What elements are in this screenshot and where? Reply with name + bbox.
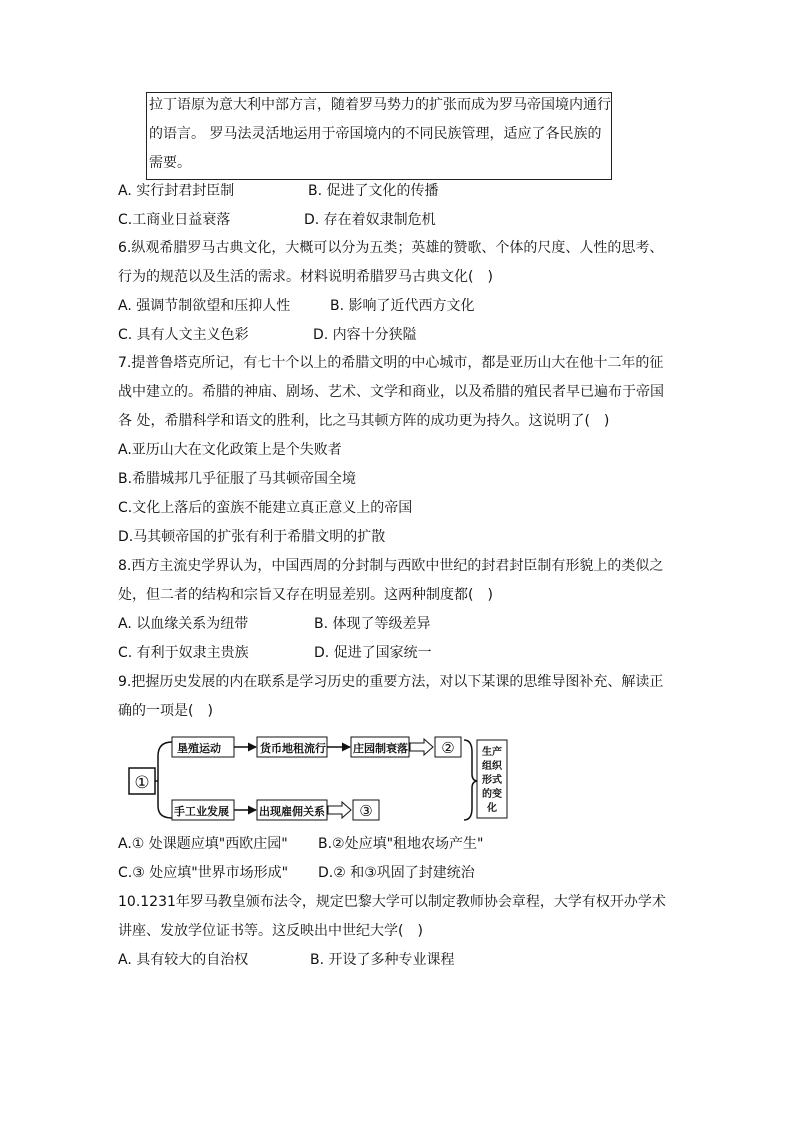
box-wage-labor-label: 出现雇佣关系 [259, 805, 325, 818]
box-handicraft-label: 手工业发展 [174, 805, 229, 818]
center-label: ① [134, 773, 150, 793]
q9-stem: 确的一项是( ) [118, 703, 213, 719]
q9-stem: 9.把握历史发展的内在联系是学习历史的重要方法，对以下某课的思维导图补充、解读正 [118, 674, 664, 690]
q6-option-b[interactable]: B. 影响了近代西方文化 [330, 298, 475, 314]
q5-option-c[interactable]: C.工商业日益衰落 [118, 212, 231, 228]
q7-option-d[interactable]: D.马其顿帝国的扩张有利于希腊文明的扩散 [118, 529, 386, 545]
q9-option-b[interactable]: B.②处应填"租地农场产生" [318, 836, 484, 852]
q9-option-c[interactable]: C.③ 处应填"世界市场形成" [118, 865, 289, 881]
right-brace [464, 740, 478, 820]
box-money-rent-label: 货币地租流行 [260, 742, 326, 755]
summary-line: 形式 [482, 775, 502, 786]
q8-option-a[interactable]: A. 以血缘关系为纽带 [118, 616, 249, 632]
q7-option-a[interactable]: A.亚历山大在文化政策上是个失败者 [118, 442, 342, 458]
material-line: 拉丁语原为意大利中部方言，随着罗马势力的扩张而成为罗马帝国境内通行 [149, 97, 611, 113]
box-manor-decline-label: 庄园制衰落 [353, 742, 408, 755]
material-line: 的语言。 罗马法灵活地运用于帝国境内的不同民族管理，适应了各民族的 [149, 126, 602, 142]
q8-option-b[interactable]: B. 体现了等级差异 [314, 616, 431, 632]
q6-stem: 行为的规范以及生活的需求。材料说明希腊罗马古典文化( ) [118, 269, 493, 285]
q6-option-a[interactable]: A. 强调节制欲望和压抑人性 [118, 298, 291, 314]
q5-option-b[interactable]: B. 促进了文化的传播 [308, 183, 439, 199]
q5-option-d[interactable]: D. 存在着奴隶制危机 [304, 212, 436, 228]
summary-line: 化 [487, 803, 497, 814]
summary-line: 生产 [482, 747, 502, 758]
q10-option-b[interactable]: B. 开设了多种专业课程 [310, 952, 455, 968]
q10-option-a[interactable]: A. 具有较大的自治权 [118, 952, 249, 968]
material-line: 需要。 [149, 155, 191, 171]
q9-option-d[interactable]: D.② 和③巩固了封建统治 [318, 865, 475, 881]
q10-stem: 讲座、发放学位证书等。这反映出中世纪大学( ) [118, 923, 423, 939]
q7-option-c[interactable]: C.文化上落后的蛮族不能建立真正意义上的帝国 [118, 500, 413, 516]
q10-stem: 10.1231年罗马教皇颁布法令，规定巴黎大学可以制定教师协会章程，大学有权开办学术 [118, 894, 666, 910]
q8-stem: 8.西方主流史学界认为，中国西周的分封制与西欧中世纪的封君封臣制有形貌上的类似之 [118, 558, 664, 574]
q6-option-c[interactable]: C. 具有人文主义色彩 [118, 327, 249, 343]
summary-line: 组织 [482, 761, 502, 772]
q6-option-d[interactable]: D. 内容十分狭隘 [313, 327, 417, 343]
summary-line: 的变 [482, 789, 502, 800]
q9-option-a[interactable]: A.① 处课题应填"西欧庄园" [118, 836, 288, 852]
q8-stem: 处，但二者的结构和宗旨又存在明显差别。这两种制度都( ) [118, 587, 493, 603]
q5-option-a[interactable]: A. 实行封君封臣制 [118, 183, 235, 199]
q7-option-b[interactable]: B.希腊城邦几乎征服了马其顿帝国全境 [118, 471, 357, 487]
q7-stem: 战中建立的。希腊的神庙、剧场、艺术、文学和商业，以及希腊的殖民者早已遍布于帝国 [118, 384, 664, 400]
blank-2-label: ② [441, 739, 455, 757]
box-reclamation-label: 垦殖运动 [177, 742, 221, 755]
q6-stem: 6.纵观希腊罗马古典文化，大概可以分为五类；英雄的赞歌、个体的尺度、人性的思考、 [118, 240, 664, 256]
q8-option-d[interactable]: D. 促进了国家统一 [314, 645, 432, 661]
q7-stem: 各 处，希腊科学和语文的胜利，比之马其顿方阵的成功更为持久。这说明了( ) [118, 413, 610, 429]
hollow-arrow-top [410, 739, 433, 755]
q7-stem: 7.提普鲁塔克所记，有七十个以上的希腊文明的中心城市，都是亚历山大在他十二年的征 [118, 355, 664, 371]
q8-option-c[interactable]: C. 有利于奴隶主贵族 [118, 645, 249, 661]
blank-3-label: ③ [359, 802, 373, 820]
hollow-arrow-bottom [328, 802, 351, 818]
left-bracket [158, 742, 172, 818]
